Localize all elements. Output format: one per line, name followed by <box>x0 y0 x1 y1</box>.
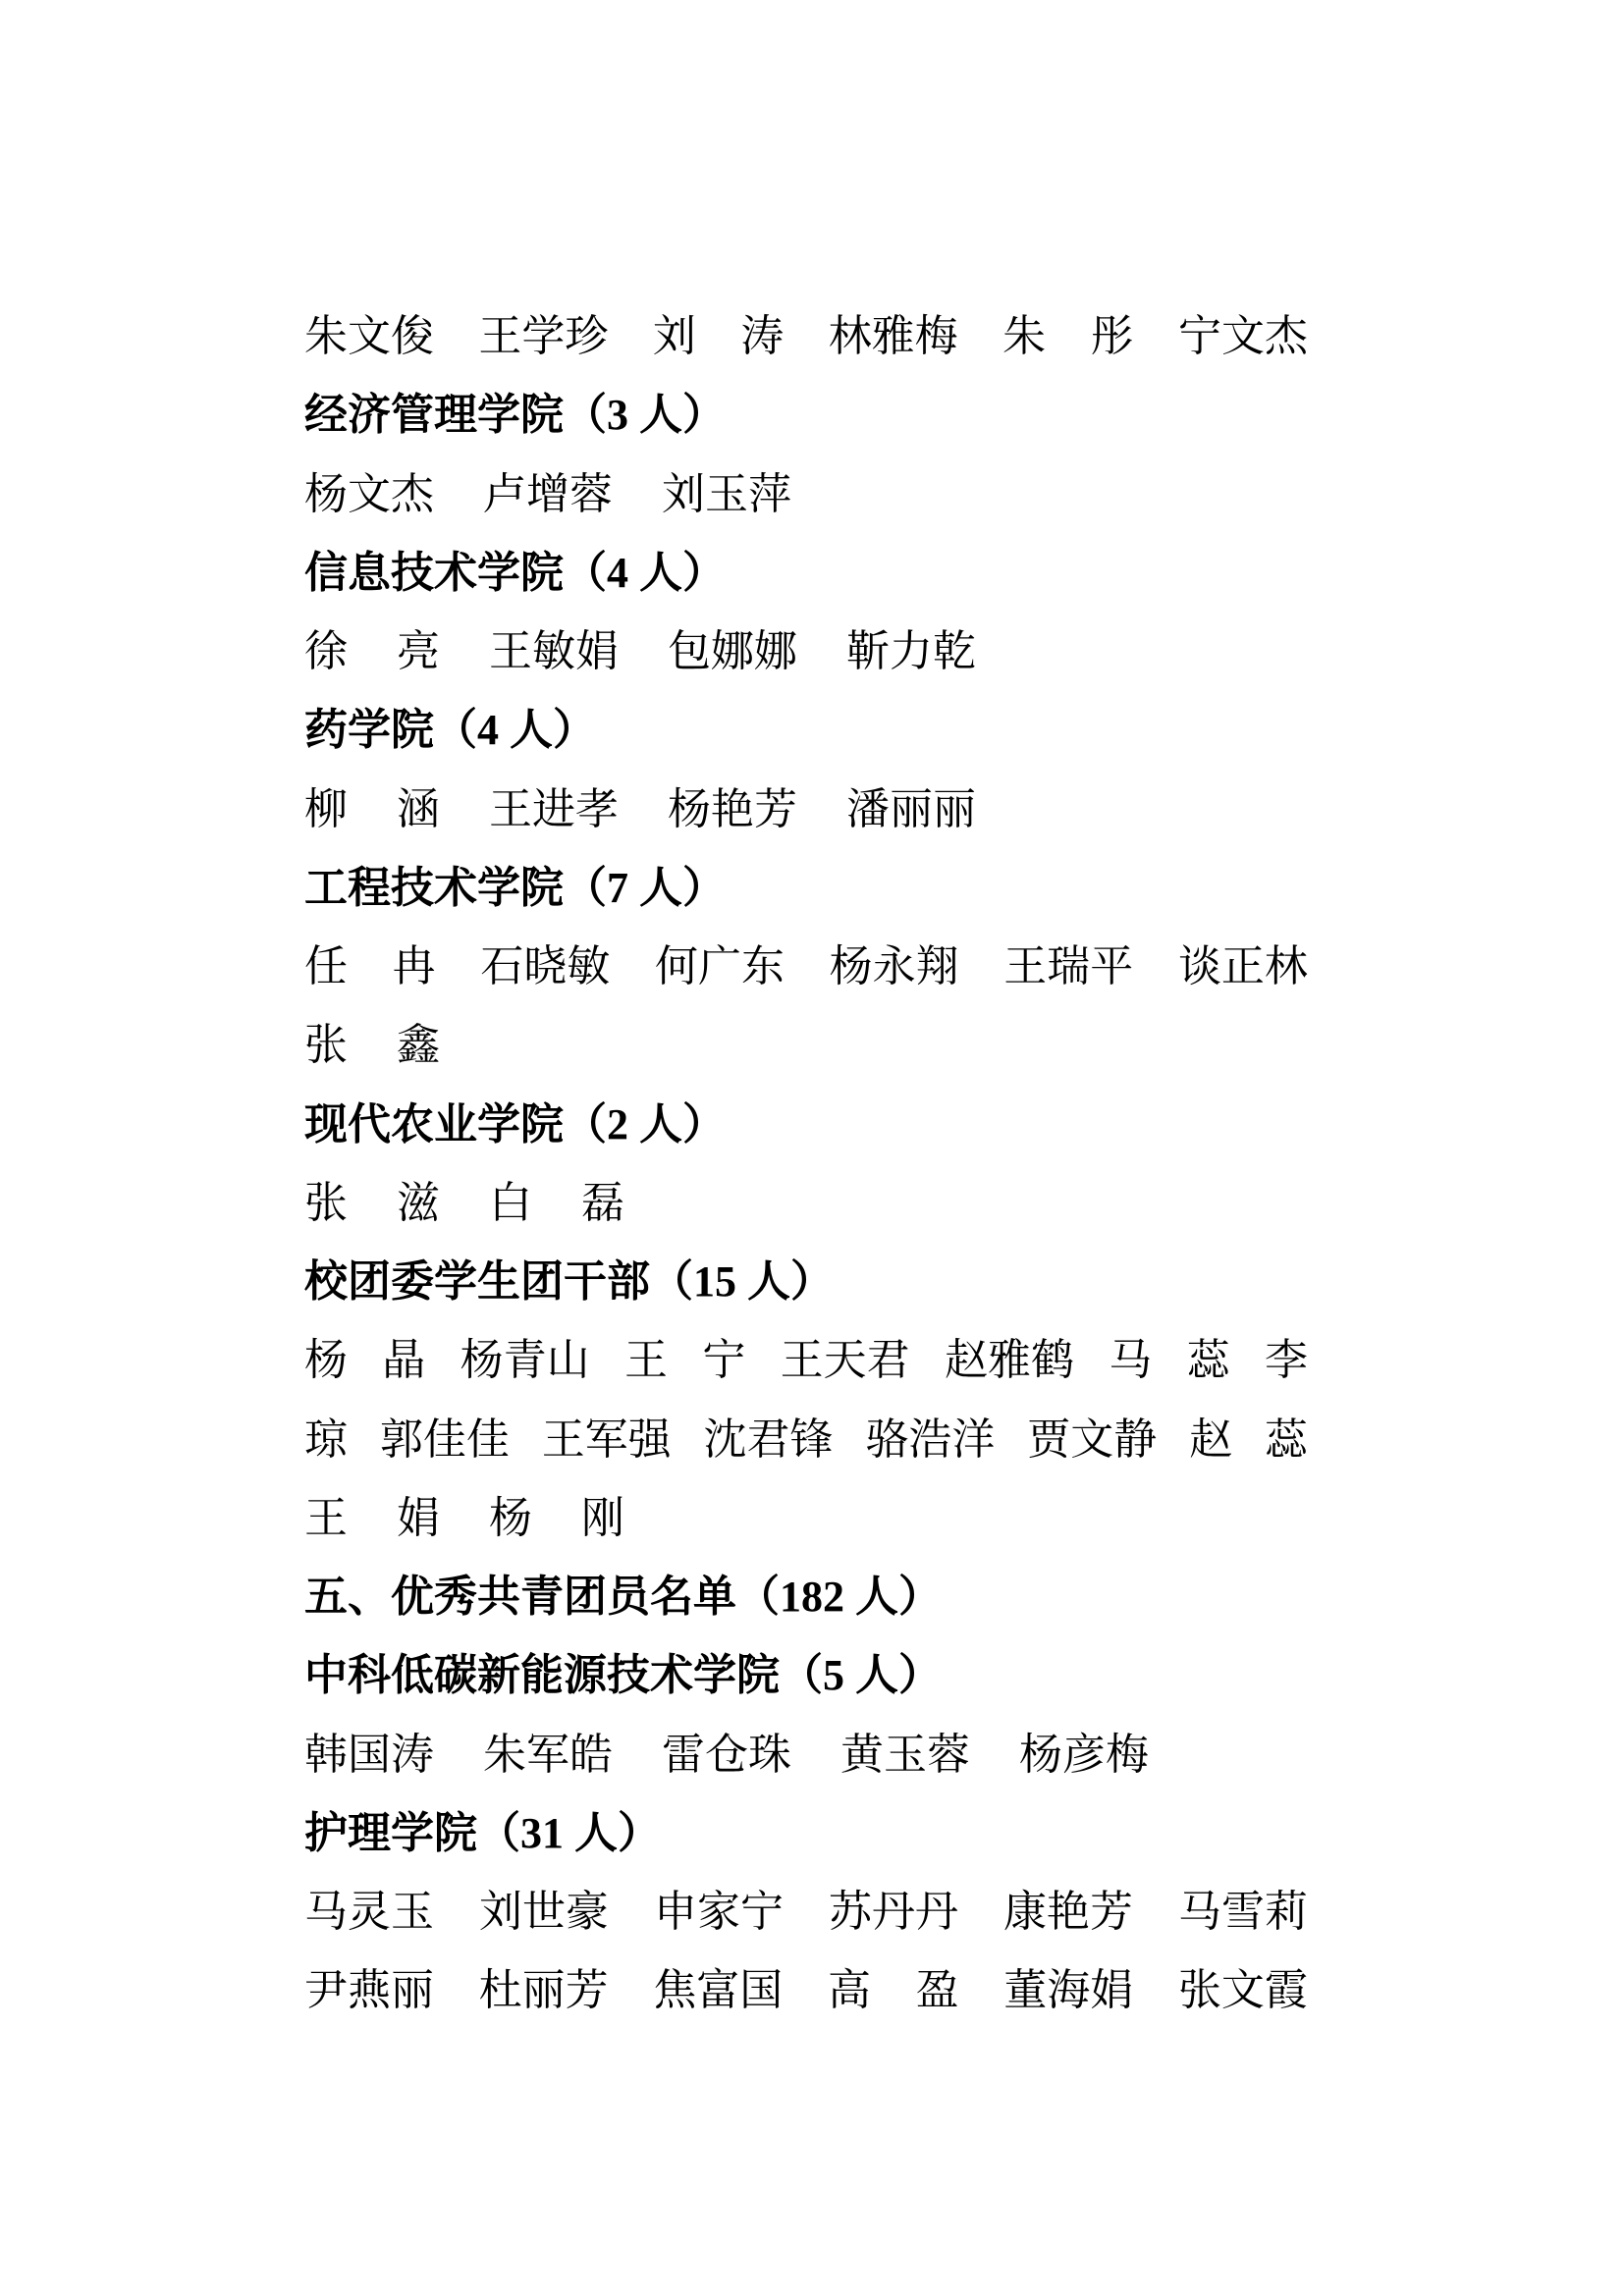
person-name: 宁文杰 <box>1177 312 1308 360</box>
person-name: 赵 <box>1189 1415 1233 1464</box>
person-name: 王 <box>304 1493 348 1542</box>
names-line <box>304 1006 1308 1085</box>
person-name: 高 <box>827 1966 871 2015</box>
person-name: 张文霞 <box>1177 1966 1308 2015</box>
section-heading: 工程技术学院（7 人） <box>304 863 726 912</box>
person-name: 贾文静 <box>1027 1415 1158 1464</box>
person-name: 沈君锋 <box>703 1415 834 1464</box>
person-name: 蕊 <box>1264 1415 1308 1464</box>
person-name: 朱军皓 <box>483 1730 613 1779</box>
section-heading: 中科低碳新能源技术学院（5 人） <box>304 1651 942 1700</box>
names-line <box>304 1873 1308 1951</box>
person-name: 康艳芳 <box>1003 1888 1133 1936</box>
person-name: 徐 <box>304 627 348 675</box>
person-name: 涛 <box>740 312 785 360</box>
person-name: 刘 <box>652 312 696 360</box>
person-name: 申家宁 <box>654 1888 784 1936</box>
person-name: 刚 <box>581 1493 624 1542</box>
person-name: 张 <box>304 1021 348 1070</box>
person-name: 包娜娜 <box>668 627 797 675</box>
person-name: 雷仓珠 <box>662 1730 791 1779</box>
section-heading: 信息技术学院（4 人） <box>304 548 726 597</box>
person-name: 王瑞平 <box>1003 942 1134 990</box>
person-name: 宁 <box>702 1336 746 1385</box>
person-name: 杨文杰 <box>304 469 434 518</box>
person-name: 杨青山 <box>460 1336 590 1385</box>
person-name: 马雪莉 <box>1178 1888 1308 1936</box>
section-heading: 护理学院（31 人） <box>304 1808 661 1857</box>
person-name: 琼 <box>304 1415 348 1464</box>
person-name: 骆浩洋 <box>865 1415 996 1464</box>
person-name: 王军强 <box>541 1415 672 1464</box>
document-content <box>304 297 1308 2031</box>
person-name: 磊 <box>581 1178 624 1227</box>
person-name: 王进孝 <box>489 784 619 833</box>
person-name: 尹燕丽 <box>304 1966 434 2015</box>
person-name: 王 <box>623 1336 668 1385</box>
names-line <box>304 297 1308 376</box>
person-name: 刘世豪 <box>479 1888 609 1936</box>
names-line <box>304 1951 1308 2030</box>
person-name: 石晓敏 <box>480 942 611 990</box>
person-name: 蕊 <box>1186 1336 1230 1385</box>
person-name: 任 <box>304 942 348 990</box>
person-name: 涵 <box>397 784 440 833</box>
person-name: 晶 <box>382 1336 426 1385</box>
person-name: 朱 <box>1002 312 1047 360</box>
person-name: 林雅梅 <box>828 312 958 360</box>
person-name: 杨 <box>489 1493 532 1542</box>
person-name: 李 <box>1264 1336 1308 1385</box>
names-line <box>304 771 1308 849</box>
section-heading: 经济管理学院（3 人） <box>304 391 726 440</box>
names-line <box>304 1401 1308 1479</box>
person-name: 刘玉萍 <box>662 469 791 518</box>
list-title: 五、优秀共青团员名单（182 人） <box>304 1573 942 1621</box>
names-line <box>304 928 1308 1006</box>
person-name: 黄玉蓉 <box>840 1730 970 1779</box>
person-name: 马灵玉 <box>304 1888 434 1936</box>
person-name: 何广东 <box>654 942 785 990</box>
person-name: 韩国涛 <box>304 1730 434 1779</box>
person-name: 郭佳佳 <box>379 1415 510 1464</box>
person-name: 潘丽丽 <box>846 784 976 833</box>
person-name: 卢增蓉 <box>483 469 613 518</box>
person-name: 张 <box>304 1178 348 1227</box>
person-name: 王天君 <box>780 1336 910 1385</box>
section-heading: 药学院（4 人） <box>304 706 596 755</box>
names-line <box>304 1321 1308 1400</box>
person-name: 杜丽芳 <box>478 1966 609 2015</box>
person-name: 王学珍 <box>478 312 609 360</box>
person-name: 马 <box>1109 1336 1153 1385</box>
person-name: 娟 <box>397 1493 440 1542</box>
person-name: 亮 <box>397 627 440 675</box>
person-name: 苏丹丹 <box>829 1888 958 1936</box>
person-name: 冉 <box>392 942 436 990</box>
person-name: 王敏娟 <box>489 627 619 675</box>
person-name: 白 <box>489 1178 532 1227</box>
person-name: 盈 <box>915 1966 959 2015</box>
names-line <box>304 1716 1308 1794</box>
person-name: 焦富国 <box>653 1966 784 2015</box>
names-line <box>304 1164 1308 1243</box>
section-heading: 现代农业学院（2 人） <box>304 1099 726 1148</box>
person-name: 彤 <box>1090 312 1134 360</box>
person-name: 朱文俊 <box>304 312 434 360</box>
person-name: 赵雅鹤 <box>944 1336 1074 1385</box>
person-name: 柳 <box>304 784 348 833</box>
person-name: 杨永翔 <box>829 942 959 990</box>
person-name: 董海娟 <box>1003 1966 1134 2015</box>
names-line <box>304 1479 1308 1558</box>
person-name: 滋 <box>397 1178 440 1227</box>
names-line <box>304 455 1308 534</box>
person-name: 杨 <box>304 1336 348 1385</box>
section-heading: 校团委学生团干部（15 人） <box>304 1257 834 1306</box>
names-line <box>304 613 1308 691</box>
person-name: 鑫 <box>397 1021 440 1070</box>
person-name: 靳力乾 <box>846 627 976 675</box>
person-name: 谈正林 <box>1177 942 1308 990</box>
person-name: 杨彦梅 <box>1019 1730 1149 1779</box>
person-name: 杨艳芳 <box>668 784 797 833</box>
